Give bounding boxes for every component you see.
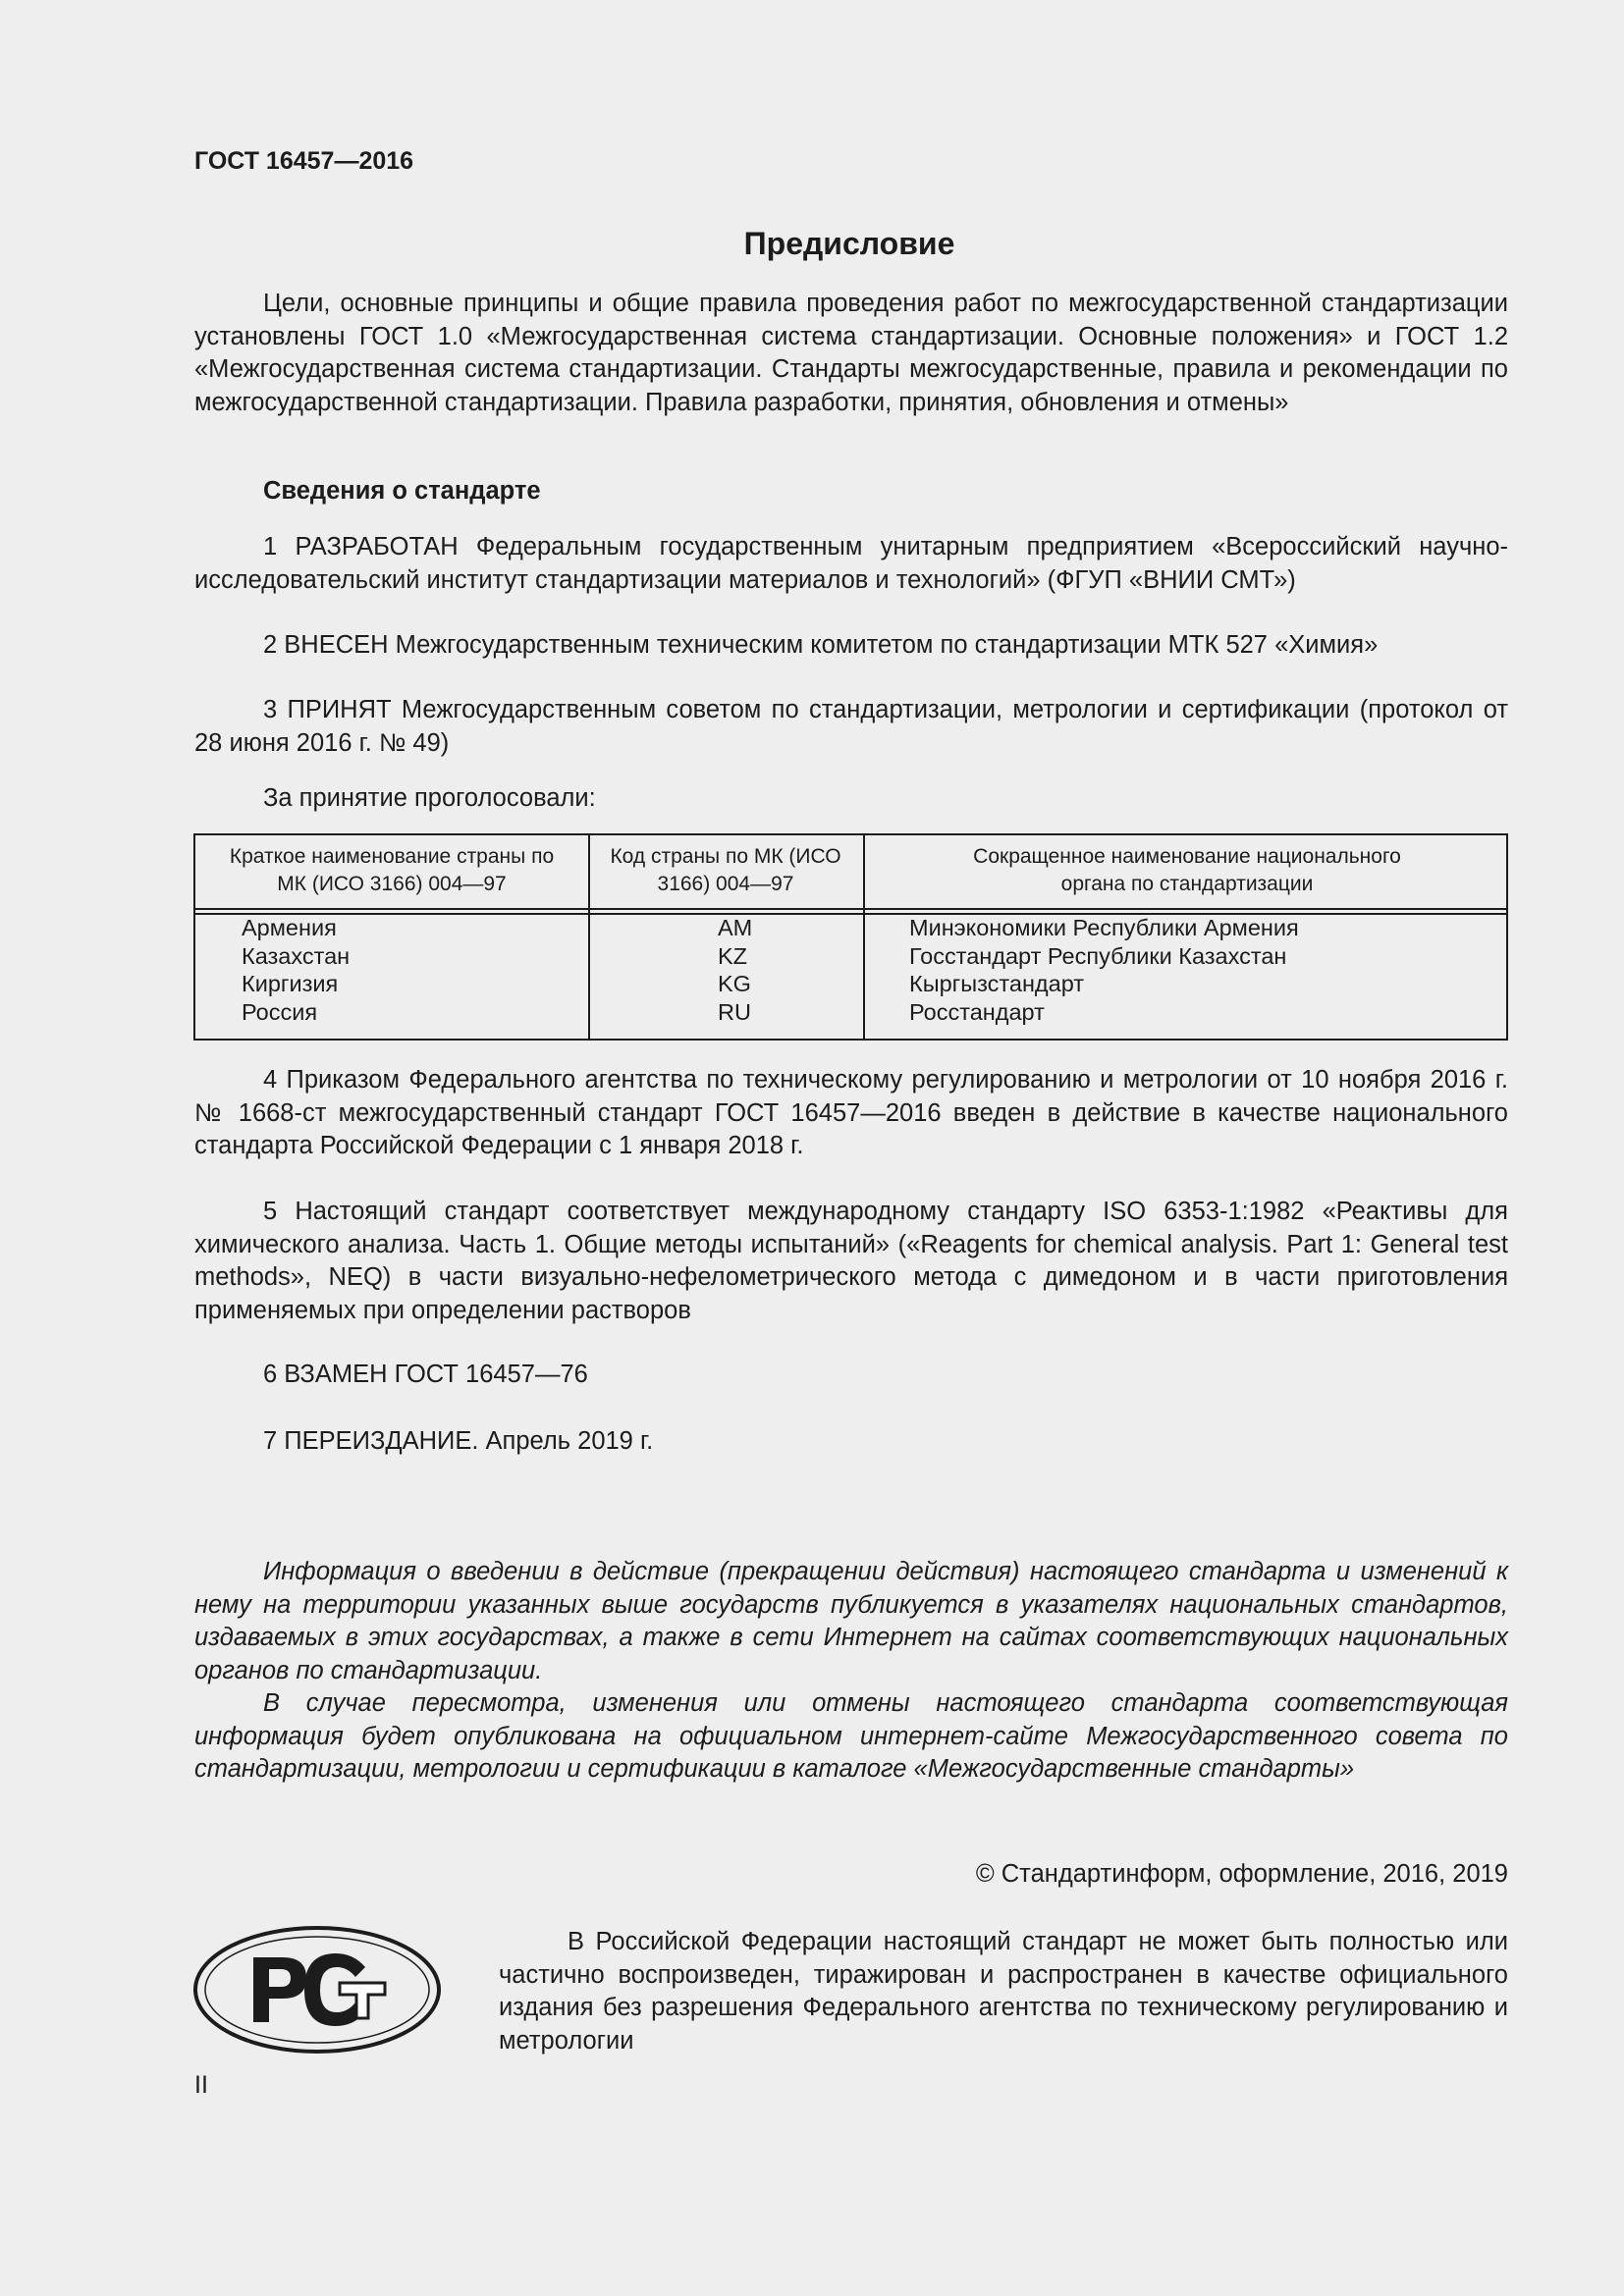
document-header: ГОСТ 16457—2016: [194, 147, 414, 175]
copyright: © Стандартинформ, оформление, 2016, 2019: [975, 1860, 1508, 1888]
legal-notice: В Российской Федерации настоящий стандарт не может быть полностью или частично воспроизведен, тиражирован и распространен в качестве официального издания без разрешения Федерального агентства по техническому регулированию и метрологии: [499, 1928, 1508, 2055]
item-7: 7 ПЕРЕИЗДАНИЕ. Апрель 2019 г.: [263, 1427, 654, 1455]
table-cell: Казахстан: [242, 942, 351, 969]
table-cell: RU: [718, 998, 751, 1025]
rst-logo: [192, 1924, 442, 2056]
page-title: Предисловие: [743, 226, 955, 261]
item-5: 5 Настоящий стандарт соответствует международному стандарту ISO 6353-1:1982 «Реактивы для химического анализа. Часть 1. Общие методы испытаний» («Reagents for chemical analysis. Part 1: General test methods», NEQ) в части визуально-нефелометрического метода с димедоном и в части приготовления применяемых при определении растворов: [194, 1198, 1508, 1324]
intro-paragraph: Цели, основные принципы и общие правила проведения работ по межгосударственной стандартизации установлены ГОСТ 1.0 «Межгосударственная система стандартизации. Основные положения» и ГОСТ 1.2 «Межгосударственная система стандартизации. Стандарты межгосударственные, правила и рекомендации по межгосударственной стандартизации. Правила разработки, принятия, обновления и отмены»: [194, 290, 1508, 416]
table-divider: [588, 835, 590, 1039]
countries-table: [193, 833, 1508, 1041]
item-4: 4 Приказом Федерального агентства по техническому регулированию и метрологии от 10 ноября 2016 г. № 1668-ст межгосударственный стандарт ГОСТ 16457—2016 введен в действие в качестве национального стандарта Российской Федерации с 1 января 2018 г.: [194, 1066, 1508, 1159]
item-2: 2 ВНЕСЕН Межгосударственным техническим комитетом по стандартизации МТК 527 «Химия»: [263, 631, 1379, 659]
table-column-code: [718, 914, 752, 1026]
table-cell: Минэкономики Республики Армения: [909, 915, 1299, 940]
table-cell: Армения: [242, 915, 337, 940]
table-cell: AM: [718, 915, 753, 940]
voted-label: За принятие проголосовали:: [263, 784, 596, 812]
table-column-country: [242, 914, 350, 1026]
table-header-code: Код страны по МК (ИСО 3166) 004—97: [610, 845, 841, 895]
table-cell: KG: [718, 971, 751, 996]
info-heading: Сведения о стандарте: [263, 477, 541, 505]
item-1: 1 РАЗРАБОТАН Федеральным государственным унитарным предприятием «Всероссийский научно-исследовательский институт стандартизации материалов и технологий» (ФГУП «ВНИИ СМТ»): [194, 533, 1508, 594]
table-cell: Росстандарт: [909, 998, 1045, 1025]
item-6: 6 ВЗАМЕН ГОСТ 16457—76: [263, 1361, 588, 1388]
item-3: 3 ПРИНЯТ Межгосударственным советом по стандартизации, метрологии и сертификации (протокол от 28 июня 2016 г. № 49): [194, 696, 1508, 757]
table-cell: KZ: [718, 942, 748, 969]
table-cell: Киргизия: [242, 971, 339, 996]
table-divider: [195, 908, 1506, 910]
table-header-country: Краткое наименование страны по МК (ИСО 3166) 004—97: [229, 845, 555, 895]
table-cell: Госстандарт Республики Казахстан: [909, 942, 1287, 969]
table-header-body: Сокращенное наименование национального органа по стандартизации: [973, 845, 1401, 895]
table-cell: Кыргызстандарт: [909, 971, 1085, 996]
info-note: Информация о введении в действие (прекращении действия) настоящего стандарта и изменений к нему на территории указанных выше государств публикуется в указателях национальных стандартов, издаваемых в этих государствах, а также в сети Интернет на сайтах соответствующих национальных органов по стандартизации.: [194, 1558, 1508, 1684]
table-cell: Россия: [242, 998, 318, 1025]
page-number: II: [194, 2071, 208, 2099]
table-divider: [195, 913, 1506, 915]
table-divider: [863, 835, 865, 1039]
revision-note: В случае пересмотра, изменения или отмены настоящего стандарта соответствующая информация будет опубликована на официальном интернет-сайте Межгосударственного совета по стандартизации, метрологии и сертификации в каталоге «Межгосударственные стандарты»: [194, 1689, 1508, 1783]
table-column-body: [909, 914, 1299, 1026]
